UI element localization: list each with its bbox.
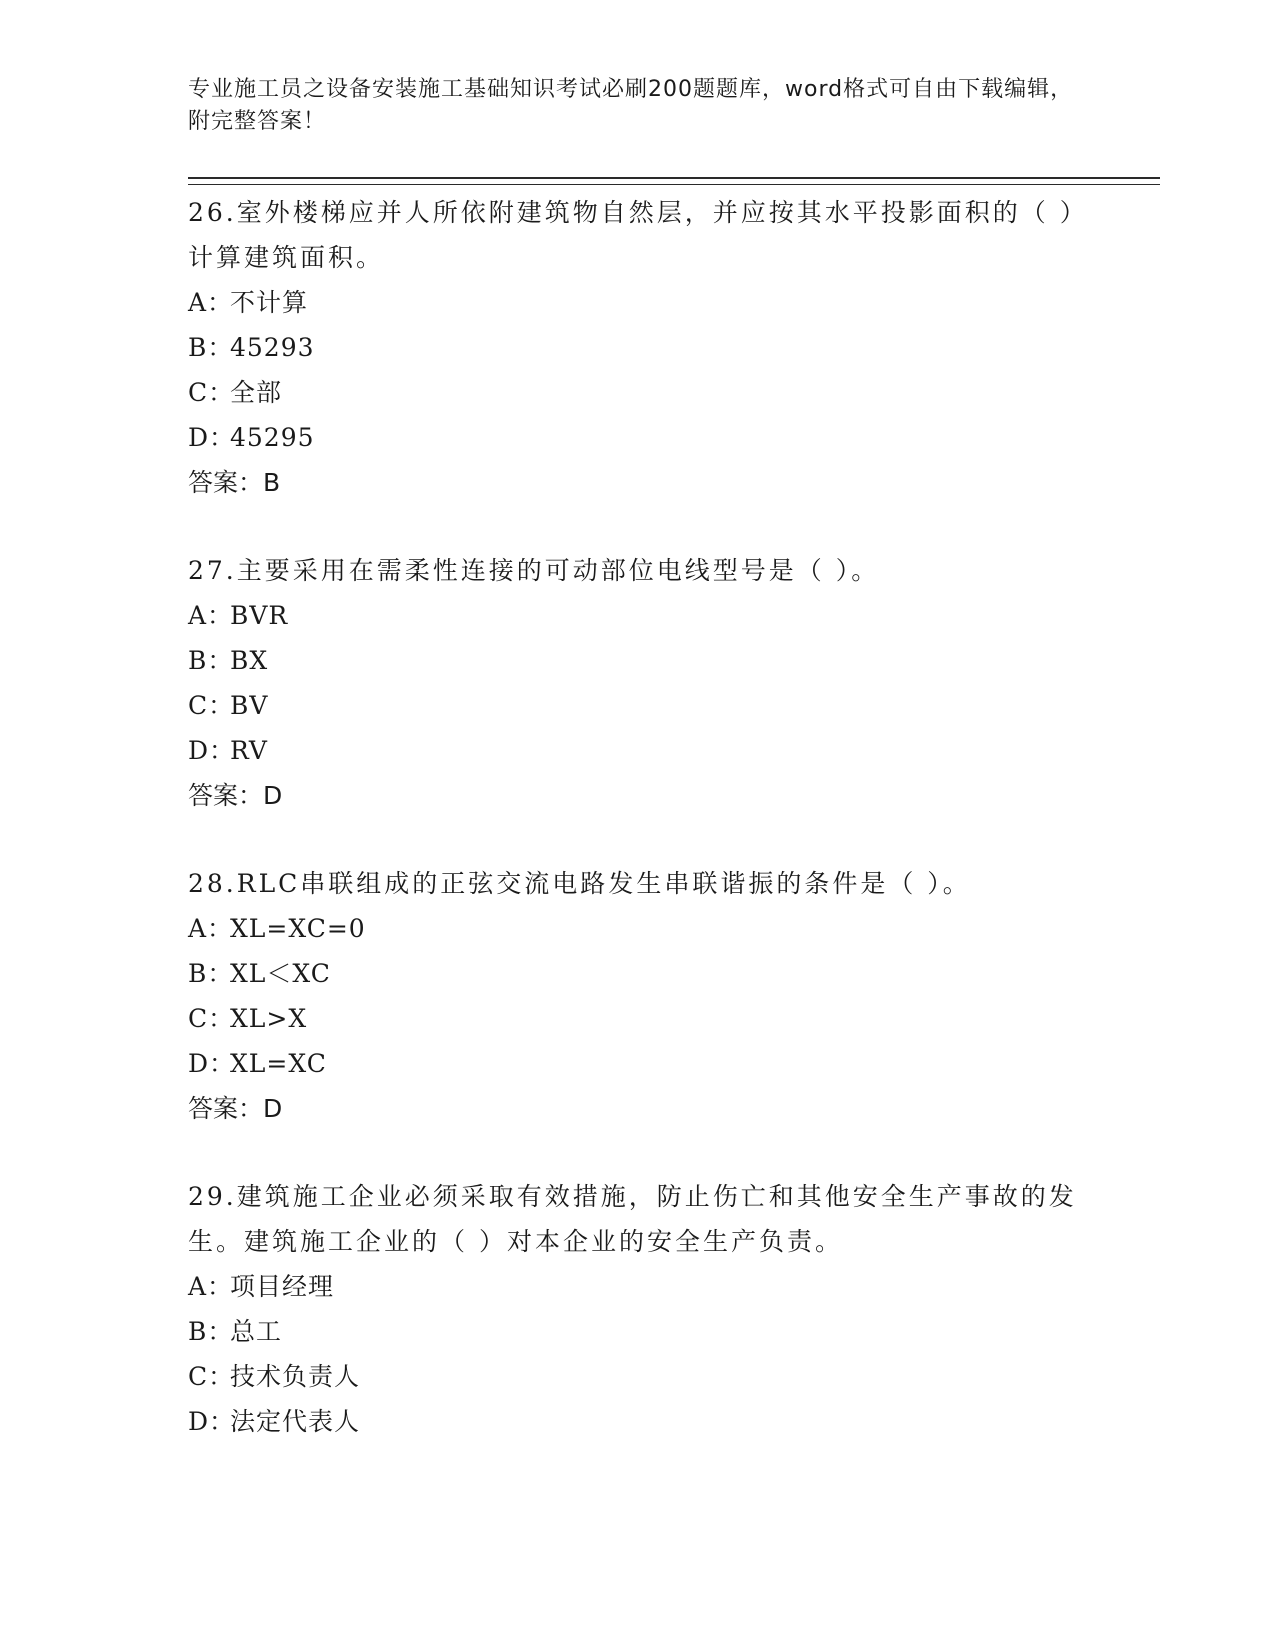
option-text: 45293 [230,333,315,362]
option-text: BV [230,691,269,720]
option-text: XL=XC [230,1049,327,1078]
option-c [188,370,1088,415]
option-key: C： [188,1004,235,1033]
option-text: XL＜XC [230,959,331,988]
option-d [188,728,1088,773]
question-item [188,548,1088,818]
option-key: B： [188,333,234,362]
option-text: BVR [230,601,289,630]
answer-line: 答案：B [188,468,281,497]
option-text: 技术负责人 [230,1362,361,1391]
option-key: A： [188,288,234,317]
question-list [188,190,1088,1487]
option-text: XL=XC=0 [230,914,366,943]
option-c [188,1354,1088,1399]
option-text: 不计算 [230,288,309,317]
option-c [188,683,1088,728]
option-key: B： [188,646,234,675]
option-key: D： [188,736,236,765]
question-stem: 27.主要采用在需柔性连接的可动部位电线型号是（ ）。 [188,556,880,585]
option-key: A： [188,601,234,630]
option-b [188,1309,1088,1354]
option-text: 法定代表人 [230,1407,361,1436]
option-key: C： [188,691,235,720]
option-d [188,1041,1088,1086]
option-a [188,280,1088,325]
option-a [188,906,1088,951]
question-stem: 28.RLC串联组成的正弦交流电路发生串联谐振的条件是（ ）。 [188,869,971,898]
option-key: D： [188,423,236,452]
option-b [188,951,1088,996]
option-d [188,1399,1088,1444]
option-text: BX [230,646,269,675]
header-divider [188,177,1160,185]
option-key: C： [188,1362,235,1391]
answer-line: 答案：D [188,781,283,810]
option-b [188,638,1088,683]
option-text: XL>X [230,1004,308,1033]
option-key: C： [188,378,235,407]
option-key: A： [188,1272,234,1301]
question-item [188,1174,1088,1444]
option-text: 全部 [230,378,283,407]
option-key: D： [188,1407,236,1436]
option-text: 45295 [230,423,315,452]
question-stem: 26.室外楼梯应并人所依附建筑物自然层，并应按其水平投影面积的（ ）计算建筑面积。 [188,198,1088,272]
answer-line: 答案：D [188,1094,283,1123]
option-key: B： [188,1317,234,1346]
document-header-title: 专业施工员之设备安装施工基础知识考试必刷200题题库，word格式可自由下载编辑，附完整答案！ [188,77,1074,134]
option-text: RV [230,736,268,765]
question-item [188,861,1088,1131]
option-b [188,325,1088,370]
option-c [188,996,1088,1041]
option-key: B： [188,959,234,988]
option-key: D： [188,1049,236,1078]
question-item [188,190,1088,505]
option-d [188,415,1088,460]
option-key: A： [188,914,234,943]
option-a [188,593,1088,638]
option-text: 总工 [230,1317,283,1346]
question-stem: 29.建筑施工企业必须采取有效措施，防止伤亡和其他安全生产事故的发生。建筑施工企业的（ ）对本企业的安全生产负责。 [188,1182,1077,1256]
option-text: 项目经理 [230,1272,335,1301]
option-a [188,1264,1088,1309]
